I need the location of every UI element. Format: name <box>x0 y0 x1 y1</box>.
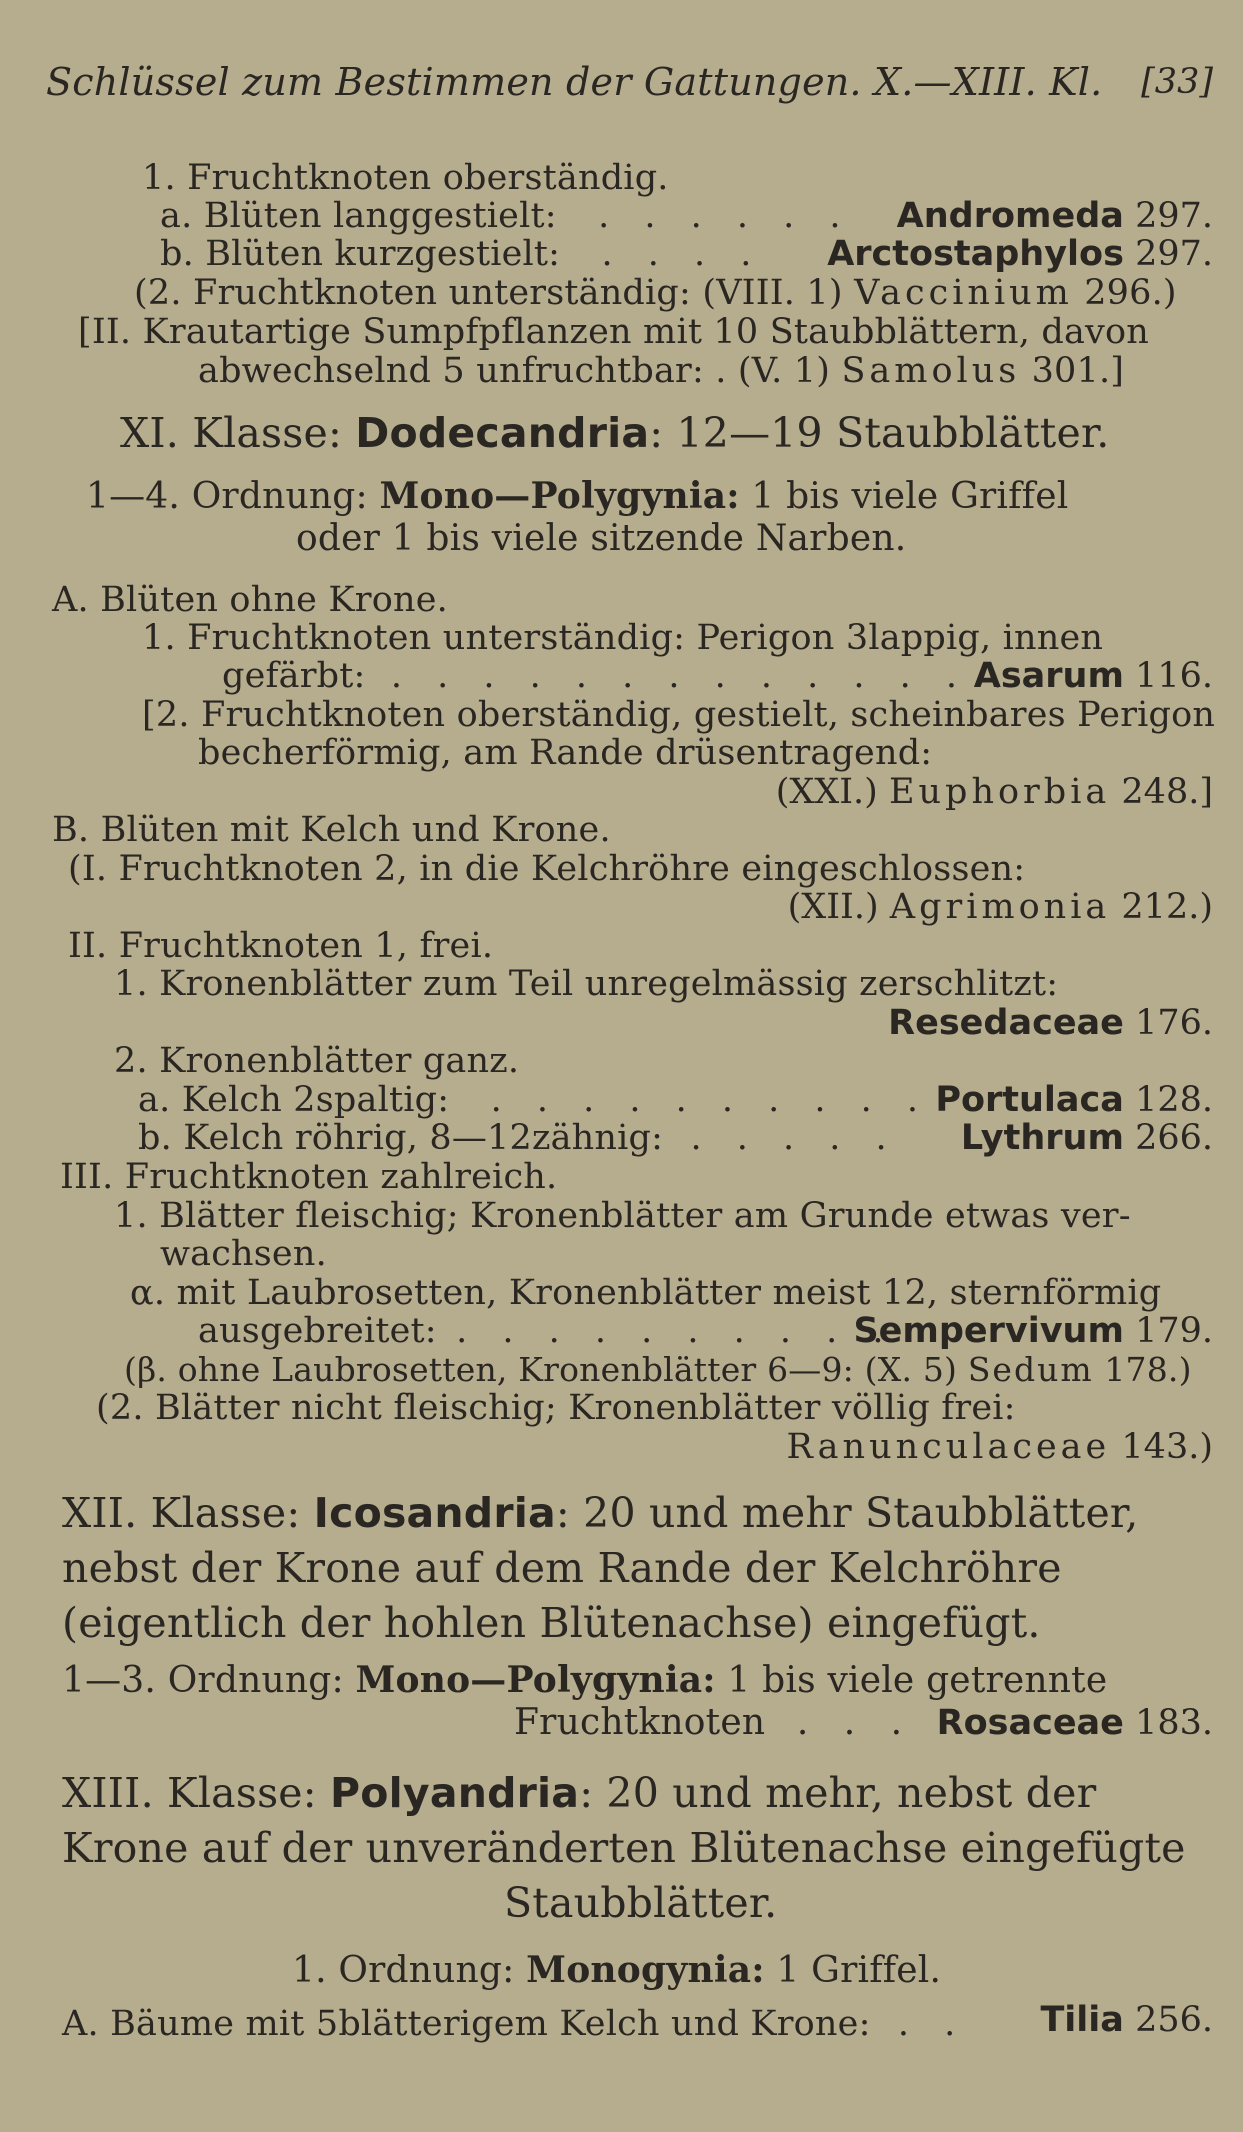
key-line: B. Blüten mit Kelch und Krone. <box>52 810 611 850</box>
key-line: (β. ohne Laubrosetten, Kronenblätter 6—9: (X. 5) Sedum 178.) <box>124 1350 1192 1389</box>
key-line: a. Blüten langgestielt: . . . . . . <box>160 196 853 236</box>
class-heading-xii-line3: (eigentlich der hohlen Blütenachse) eingefügt. <box>62 1599 1041 1647</box>
order-heading: 1. Ordnung: Monogynia: 1 Griffel. <box>292 1949 942 1991</box>
key-line: [II. Krautartige Sumpfpflanzen mit 10 Staubblättern, davon <box>78 312 1150 352</box>
key-line: gefärbt: . . . . . . . . . . . . . . <box>222 656 1016 696</box>
key-line: α. mit Laubrosetten, Kronenblätter meist 12, sternförmig <box>130 1273 1162 1313</box>
genus-ref: Resedaceae 176. <box>888 1003 1213 1043</box>
class-heading-xiii-line2: Krone auf der unveränderten Blütenachse eingefügte <box>62 1824 1186 1872</box>
key-line: abwechselnd 5 unfruchtbar: . (V. 1) Samolus 301.] <box>198 351 1125 391</box>
genus-ref: Rosaceae 183. <box>936 1703 1213 1743</box>
class-heading-xiii: XIII. Klasse: Polyandria: 20 und mehr, nebst der <box>62 1769 1097 1817</box>
order-heading: 1—4. Ordnung: Mono—Polygynia: 1 bis viele Griffel <box>86 475 1069 517</box>
key-line: (XII.) Agrimonia 212.) <box>787 887 1213 927</box>
key-line: 1. Kronenblätter zum Teil unregelmässig zerschlitzt: <box>114 964 1059 1004</box>
running-header <box>46 62 1102 102</box>
key-line: (2. Blätter nicht fleischig; Kronenblätter völlig frei: <box>96 1388 1016 1428</box>
order-heading: 1—3. Ordnung: Mono—Polygynia: 1 bis viele getrennte <box>62 1659 1108 1701</box>
order-heading-line2: Fruchtknoten . . . <box>514 1702 915 1743</box>
key-line: a. Kelch 2spaltig: . . . . . . . . . . <box>138 1080 930 1120</box>
key-line: ausgebreitet: . . . . . . . . . . <box>198 1311 896 1351</box>
key-line: 1. Blätter fleischig; Kronenblätter am Grunde etwas ver- <box>114 1196 1131 1236</box>
genus-ref: Tilia 256. <box>1040 2000 1213 2040</box>
key-line: A. Bäume mit 5blätterigem Kelch und Krone: . . <box>62 2004 968 2044</box>
key-line: becherförmig, am Rande drüsentragend: <box>198 733 933 773</box>
class-heading-xiii-line3: Staubblätter. <box>504 1879 778 1927</box>
key-line: Ranunculaceae 143.) <box>786 1427 1213 1467</box>
key-line: 2. Kronenblätter ganz. <box>114 1041 520 1081</box>
genus-ref: Asarum 116. <box>973 656 1213 696</box>
class-heading-xii-line2: nebst der Krone auf dem Rande der Kelchröhre <box>62 1544 1062 1592</box>
key-line: wachsen. <box>160 1234 327 1274</box>
genus-ref: Lythrum 266. <box>960 1118 1213 1158</box>
order-heading-line2: oder 1 bis viele sitzende Narben. <box>296 518 907 559</box>
key-line: 1. Fruchtknoten unterständig: Perigon 3lappig, innen <box>142 618 1104 658</box>
key-line: b. Blüten kurzgestielt: . . . . <box>160 234 764 274</box>
key-line: II. Fruchtknoten 1, frei. <box>68 926 494 966</box>
key-line: (XXI.) Euphorbia 248.] <box>775 772 1213 812</box>
key-line: A. Blüten ohne Krone. <box>52 580 448 620</box>
class-heading-xii: XII. Klasse: Icosandria: 20 und mehr Staubblätter, <box>62 1489 1139 1537</box>
genus-ref: Sempervivum 179. <box>853 1311 1213 1351</box>
page-number: [33] <box>1141 62 1213 102</box>
genus-ref: Andromeda 297. <box>896 196 1213 236</box>
genus-ref: Portulaca 128. <box>935 1080 1213 1120</box>
key-line: [2. Fruchtknoten oberständig, gestielt, scheinbares Perigon <box>142 695 1216 735</box>
header-title: Schlüssel zum Bestimmen der Gattungen. X.—XIII. Kl. <box>46 60 1103 104</box>
key-line: (I. Fruchtknoten 2, in die Kelchröhre eingeschlossen: <box>68 849 1026 889</box>
key-line: III. Fruchtknoten zahlreich. <box>60 1157 558 1197</box>
key-line: 1. Fruchtknoten oberständig. <box>142 158 669 198</box>
key-line: b. Kelch röhrig, 8—12zähnig: . . . . . <box>138 1118 899 1158</box>
key-line: (2. Fruchtknoten unterständig: (VIII. 1) Vaccinium 296.) <box>134 273 1177 313</box>
genus-ref: Arctostaphylos 297. <box>827 234 1213 274</box>
class-heading-xi: XI. Klasse: Dodecandria: 12—19 Staubblätter. <box>120 409 1110 457</box>
